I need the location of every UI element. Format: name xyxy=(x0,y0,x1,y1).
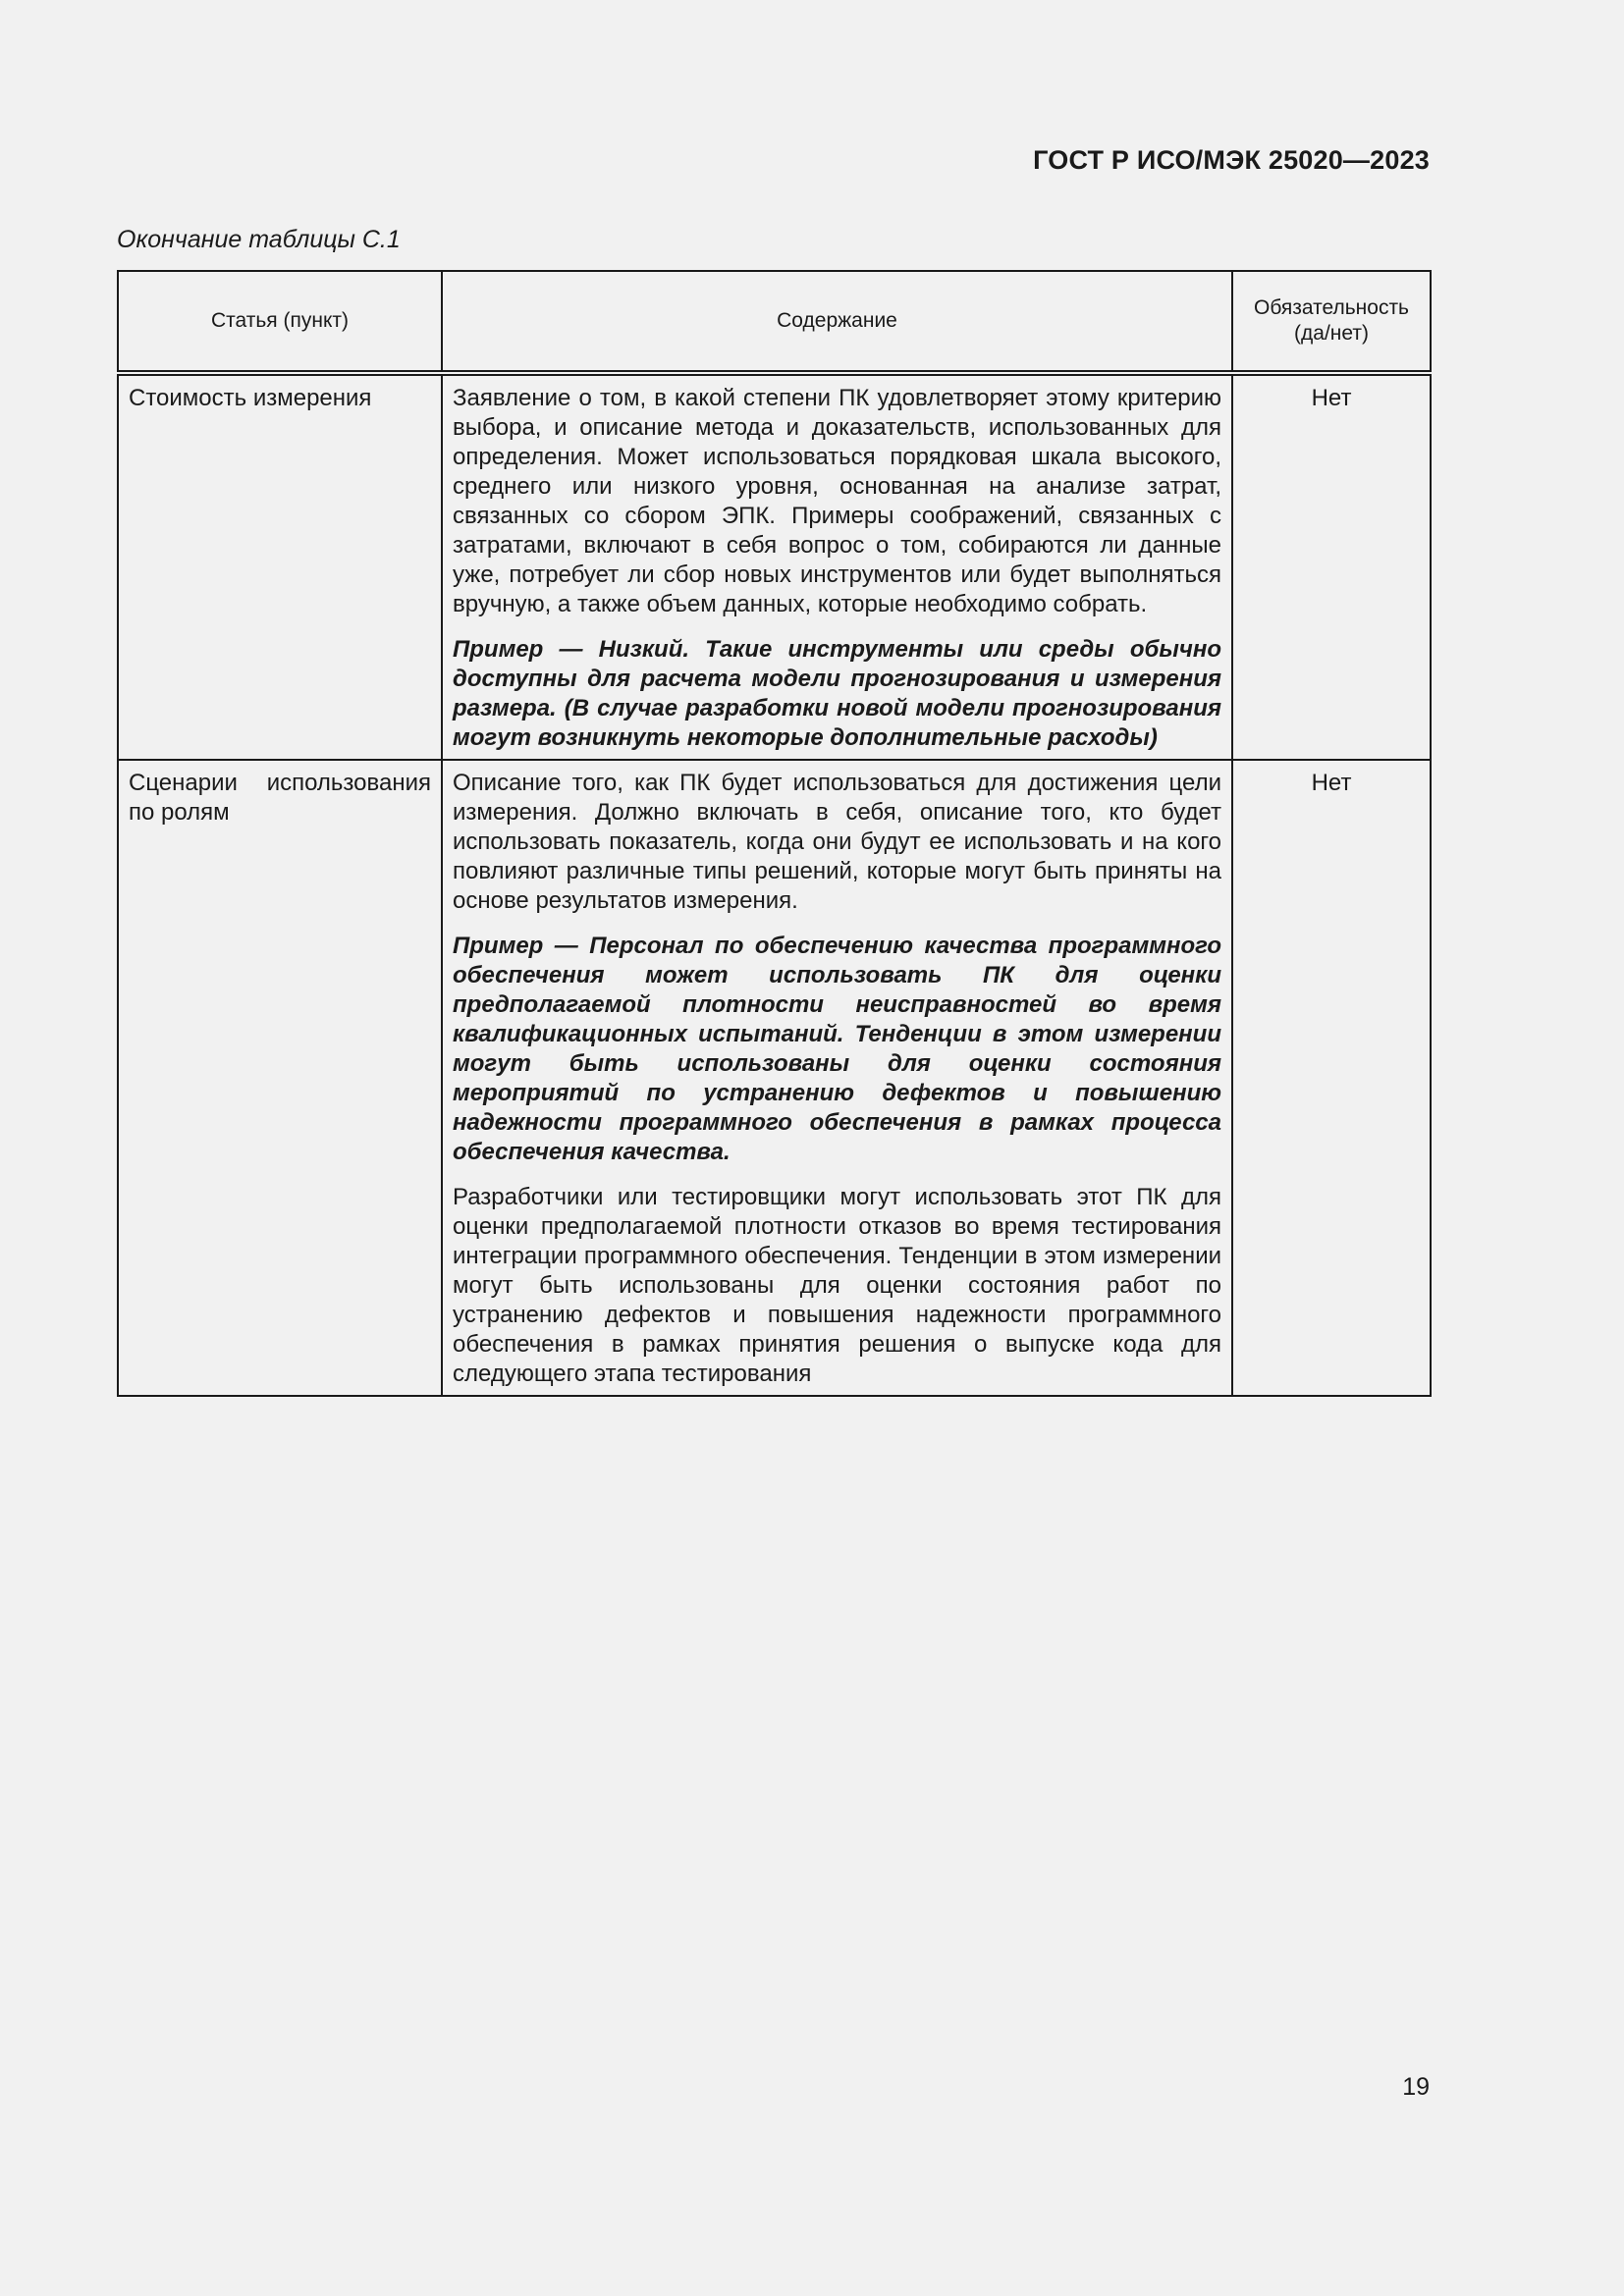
column-header-content: Содержание xyxy=(442,271,1232,373)
description-paragraph: Описание того, как ПК будет использоваться для достижения цели измерения. Должно включать в себя, описание того, кто будет использовать показатель, когда они будут ее использовать и на кого повлияют различные типы решений, которые могут быть приняты на основе результатов измерения. xyxy=(453,770,1221,914)
description-paragraph: Заявление о том, в какой степени ПК удовлетворяет этому критерию выбора, и описание метода и доказательств, использованных для определения. Может использоваться порядковая шкала высокого, среднего или низкого уровня, основанная на анализе затрат, связанных со сбором ЭПК. Примеры соображений, связанных с затратами, включают в себя вопрос о том, собираются ли данные уже, потребует ли сбор новых инструментов или будет выполняться вручную, а также объем данных, которые необходимо собрать. xyxy=(453,385,1221,617)
row-required-cell: Нет xyxy=(1232,373,1431,760)
table-row xyxy=(118,373,1431,760)
page-number: 19 xyxy=(1402,2073,1430,2101)
row-required-cell: Нет xyxy=(1232,760,1431,1396)
row-item-cell: Стоимость измерения xyxy=(118,373,442,760)
table-header-row xyxy=(118,271,1431,373)
row-content-cell xyxy=(442,373,1232,760)
document-header: ГОСТ Р ИСО/МЭК 25020—2023 xyxy=(1033,145,1430,175)
example-paragraph: Пример — Низкий. Такие инструменты или среды обычно доступны для расчета модели прогнозирования и измерения размера. (В случае разработки новой модели прогнозирования могут возникнуть некоторые дополнительные расходы) xyxy=(453,636,1221,751)
column-header-item: Статья (пункт) xyxy=(118,271,442,373)
table-caption: Окончание таблицы С.1 xyxy=(117,226,401,253)
example-paragraph: Пример — Персонал по обеспечению качества программного обеспечения может использовать ПК для оценки предполагаемой плотности неисправностей во время квалификационных испытаний. Тенденции в этом измерении могут быть использованы для оценки состояния мероприятий по устранению дефектов и повышению надежности программного обеспечения в рамках процесса обеспечения качества. xyxy=(453,933,1221,1165)
table-row xyxy=(118,760,1431,1396)
description-paragraph: Разработчики или тестировщики могут использовать этот ПК для оценки предполагаемой плотности отказов во время тестирования интеграции программного обеспечения. Тенденции в этом измерении могут быть использованы для оценки состояния работ по устранению дефектов и повышения надежности программного обеспечения в рамках принятия решения о выпуске кода для следующего этапа тестирования xyxy=(453,1184,1221,1387)
column-header-required: Обязательность (да/нет) xyxy=(1232,271,1431,373)
row-content-cell xyxy=(442,760,1232,1396)
spec-table xyxy=(117,270,1432,1397)
row-item-cell: Сценарии использования по ролям xyxy=(118,760,442,1396)
